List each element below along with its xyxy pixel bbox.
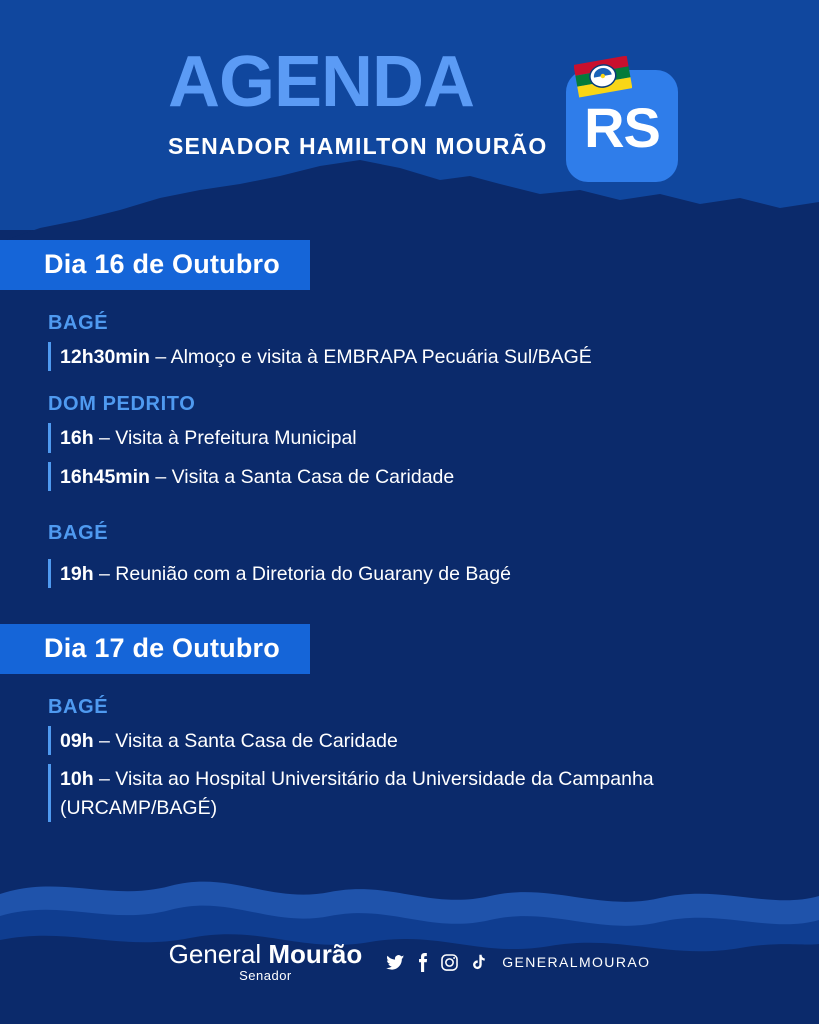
entry-dash: –	[93, 562, 116, 585]
entry-text	[60, 462, 454, 491]
tiktok-icon[interactable]	[470, 953, 487, 972]
entry-dash: –	[93, 427, 116, 450]
entry-bar	[48, 423, 51, 452]
city-heading: DOM PEDRITO	[48, 393, 196, 416]
brand-name-first: General	[168, 939, 269, 970]
agenda-entry	[48, 342, 819, 371]
entry-time: 19h	[60, 562, 94, 585]
entry-time: 16h45min	[60, 465, 150, 488]
wave-silhouette-bottom	[0, 834, 819, 1024]
entry-description: Almoço e visita à EMBRAPA Pecuária Sul/BAGÉ	[170, 346, 592, 368]
entry-text	[60, 423, 357, 452]
social-links	[386, 953, 650, 972]
entry-description: Visita a Santa Casa de Caridade	[171, 465, 455, 488]
entry-time: 09h	[60, 730, 94, 753]
agenda-content	[0, 240, 819, 822]
entry-dash: –	[93, 768, 116, 791]
instagram-icon[interactable]	[440, 953, 459, 972]
entry-bar	[48, 559, 51, 588]
entry-text	[60, 726, 398, 755]
brand-role: Senador	[239, 968, 292, 984]
brand-name-second: Mourão	[268, 939, 363, 970]
page-footer	[0, 932, 819, 992]
entry-text	[60, 342, 592, 371]
rs-badge-label: RS	[584, 96, 660, 159]
day-block	[0, 624, 819, 822]
page-subtitle: SENADOR HAMILTON MOURÃO	[168, 133, 548, 159]
day-banner: Dia 17 de Outubro	[0, 624, 310, 674]
page-title: AGENDA	[168, 42, 475, 122]
entry-bar	[48, 462, 51, 491]
entry-description: Visita ao Hospital Universitário da Universidade da Campanha (URCAMP/BAGÉ)	[60, 768, 654, 819]
agenda-entry	[48, 559, 819, 588]
entry-bar	[48, 342, 51, 371]
entry-description: Visita a Santa Casa de Caridade	[115, 730, 398, 753]
rs-badge	[566, 70, 678, 182]
page-header	[0, 38, 819, 168]
agenda-entry	[48, 423, 819, 452]
city-heading: BAGÉ	[48, 312, 109, 334]
entry-dash: –	[93, 730, 116, 753]
entry-text	[60, 559, 511, 588]
brand-logo	[169, 941, 363, 983]
brand-name	[169, 941, 363, 968]
day-banner: Dia 16 de Outubro	[0, 240, 310, 290]
entry-text	[60, 764, 768, 822]
social-handle: GENERALMOURAO	[502, 954, 651, 970]
facebook-icon[interactable]	[416, 953, 429, 972]
agenda-entry	[48, 462, 819, 491]
entry-bar	[48, 764, 51, 822]
day-block	[0, 240, 819, 588]
twitter-icon[interactable]	[386, 953, 405, 972]
entry-description: Visita à Prefeitura Municipal	[115, 427, 357, 450]
entry-description: Reunião com a Diretoria do Guarany de Bagé	[115, 562, 511, 585]
entry-time: 16h	[60, 427, 94, 450]
rio-grande-do-sul-flag-icon	[574, 56, 632, 98]
entry-dash: –	[149, 465, 172, 488]
agenda-entry	[48, 764, 768, 822]
city-heading: BAGÉ	[48, 696, 109, 719]
agenda-entry	[48, 726, 819, 755]
entry-time: 12h30min	[60, 346, 150, 368]
city-heading: BAGÉ	[48, 521, 109, 544]
entry-time: 10h	[60, 768, 94, 791]
entry-dash: –	[149, 346, 171, 368]
entry-bar	[48, 726, 51, 755]
